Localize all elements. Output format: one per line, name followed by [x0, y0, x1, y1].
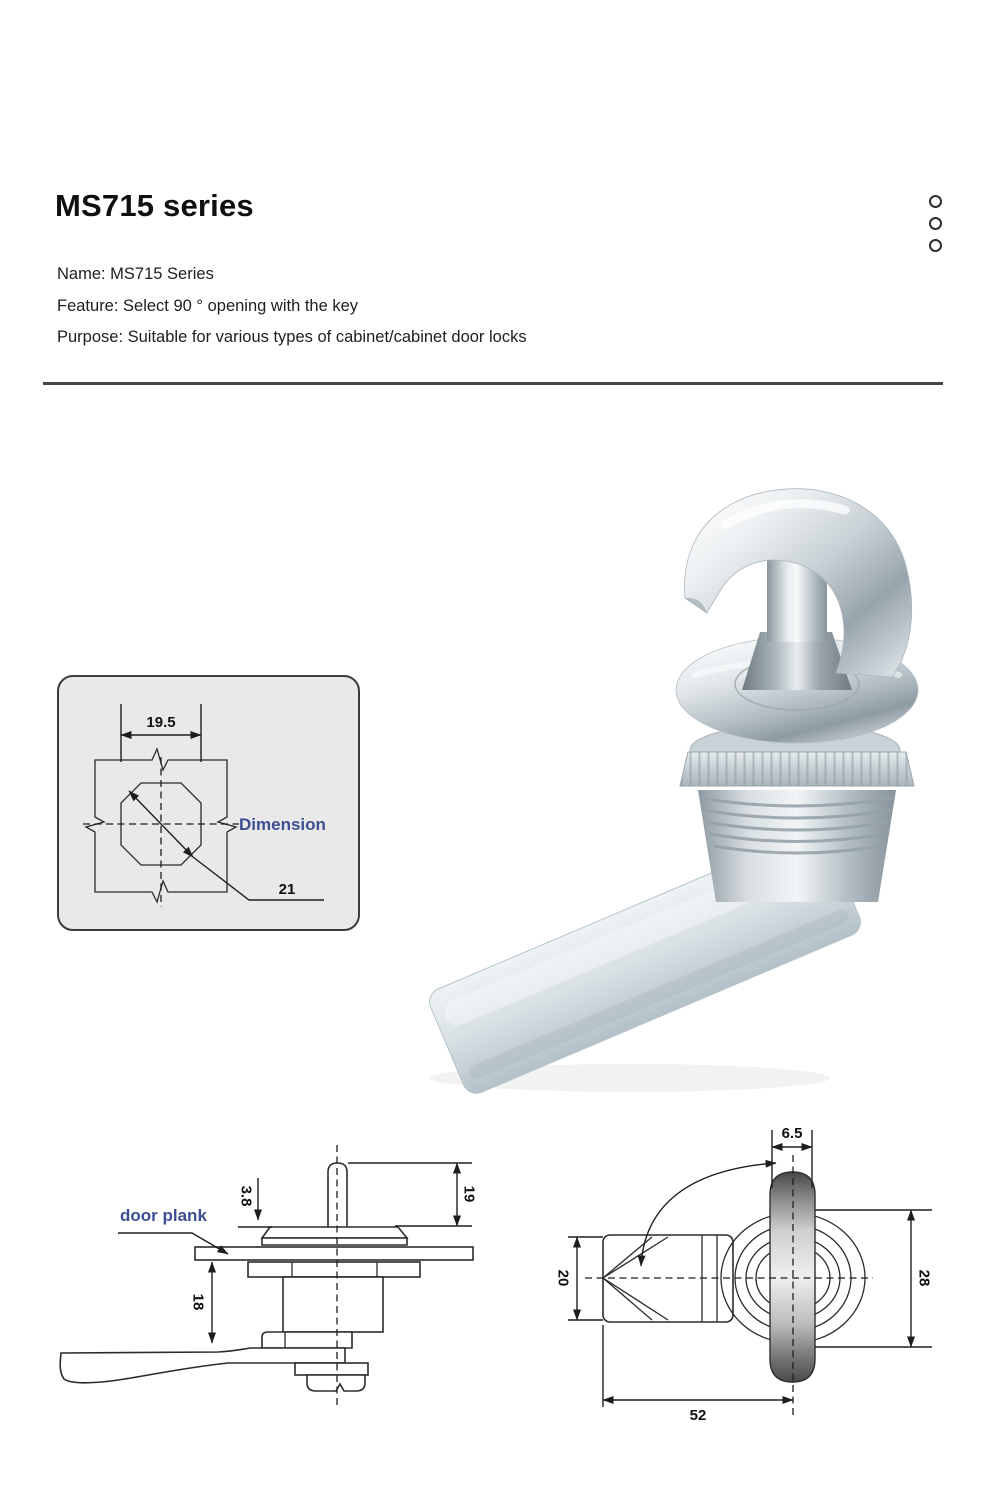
width-dimension-label: 19.5 [146, 714, 176, 731]
page-title: MS715 series [55, 188, 254, 223]
head-flange [262, 1238, 407, 1245]
hook-label: 6.5 [781, 1125, 803, 1142]
ring-label: 28 [915, 1269, 933, 1287]
product-info [57, 266, 527, 361]
head-cone [262, 1227, 407, 1238]
door-plank-plate [195, 1247, 473, 1260]
screw-flange [295, 1363, 368, 1375]
cam-hub [262, 1332, 352, 1348]
stem-extension-lines [348, 1163, 472, 1226]
hex-nut [248, 1262, 420, 1277]
product-feature-line: Feature: Select 90 ° opening with the key [57, 296, 359, 315]
product-purpose-line: Purpose: Suitable for various types of cabinet/cabinet door locks [57, 328, 527, 346]
body-label: 18 [189, 1293, 207, 1311]
lock-body [283, 1277, 383, 1332]
extension-lines [121, 704, 201, 762]
length-label: 52 [689, 1407, 707, 1424]
lock-top-profile [603, 1172, 865, 1382]
stem-label: 19 [460, 1185, 478, 1203]
product-photo [380, 450, 970, 1110]
dimension-diagram-box [57, 675, 360, 931]
menu-dots[interactable] [929, 195, 942, 252]
side-view-drawing [40, 1120, 510, 1420]
diagonal-dimension-label: 21 [278, 881, 296, 898]
door-plank-label: door plank [120, 1206, 207, 1225]
top-view-drawing [540, 1100, 970, 1445]
square-label: 20 [554, 1269, 572, 1287]
diagonal-dimension-arrow [129, 791, 193, 857]
page-dot-icon[interactable] [929, 239, 942, 252]
screw-head [307, 1375, 365, 1391]
page-dot-icon[interactable] [929, 217, 942, 230]
lock-side-profile [60, 1163, 473, 1391]
thickness-label: 3.8 [237, 1185, 255, 1207]
dimension-caption: Dimension [239, 815, 326, 834]
product-name-line: Name: MS715 Series [57, 265, 214, 283]
page-dot-icon[interactable] [929, 195, 942, 208]
divider [43, 382, 943, 385]
hole-dimension-diagram [59, 677, 358, 929]
knurl-texture [680, 752, 914, 786]
diagonal-leader-line [193, 857, 324, 900]
